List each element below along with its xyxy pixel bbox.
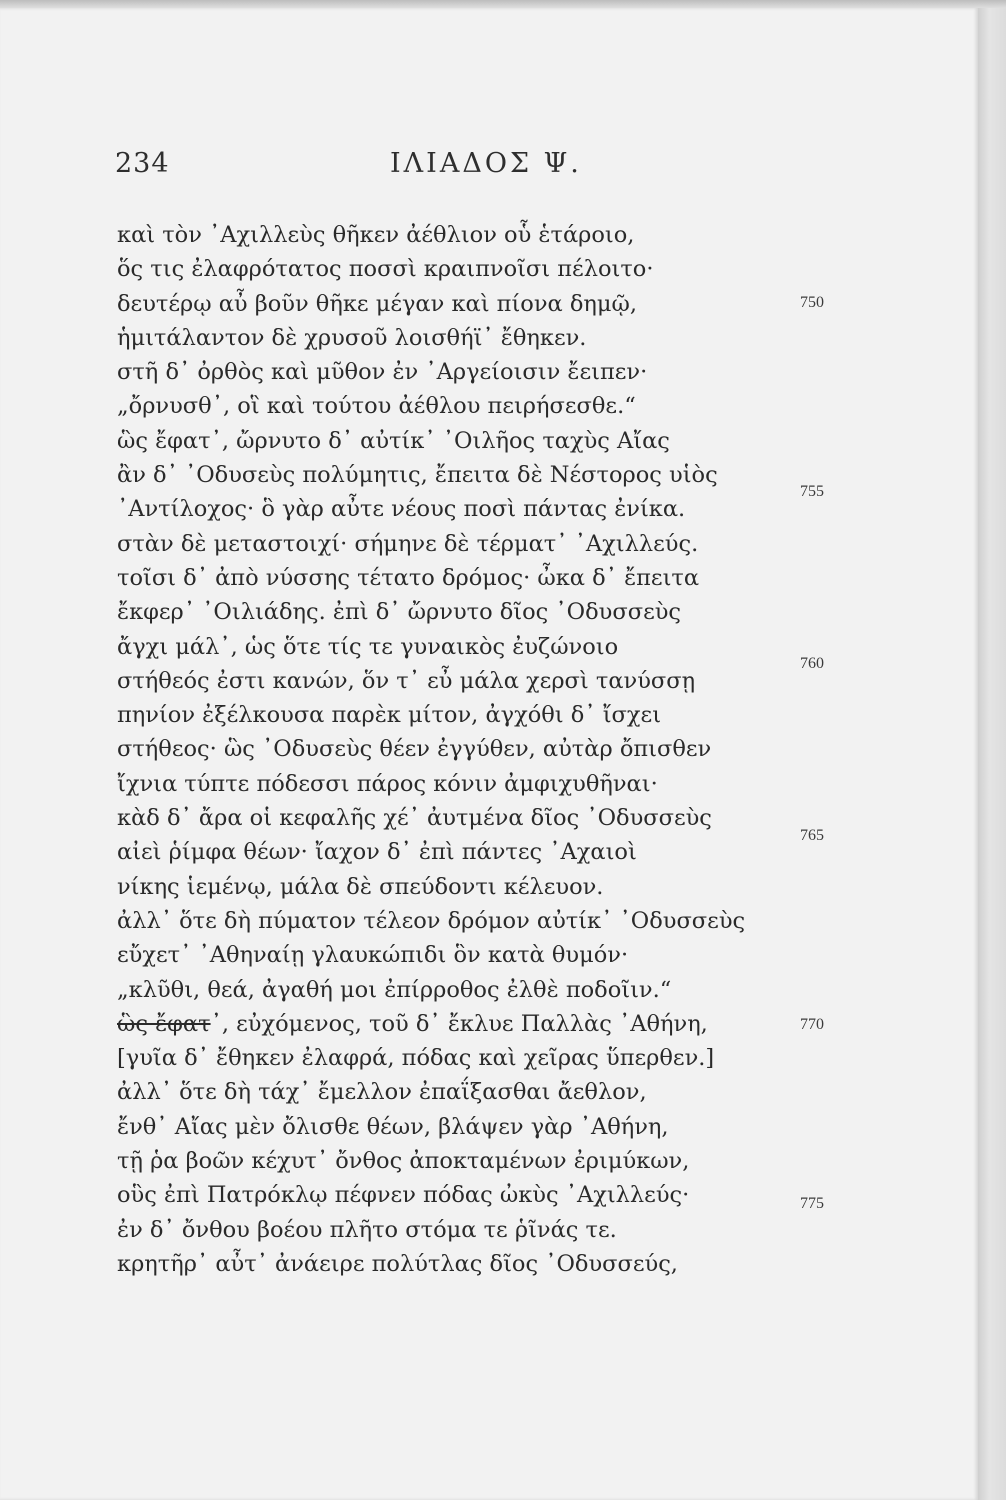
verse-line: στὰν δὲ μεταστοιχί· σήμηνε δὲ τέρματ᾿ ᾿Αχιλλεύς. (117, 530, 699, 557)
verse-line: ἔκφερ᾿ ᾿Οιλιάδης. ἐπὶ δ᾿ ὤρνυτο δῖος ᾿Οδυσσεὺς (117, 599, 682, 626)
running-title: ΙΛΙΑΔΟΣ Ψ. (390, 148, 582, 179)
struck-words: ὣς ἔφατ (117, 1010, 211, 1037)
verse-line: ἐν δ᾿ ὄνθου βοέου πλῆτο στόμα τε ῥῖνάς τε. (117, 1216, 617, 1243)
verse-line: πηνίον ἐξέλκουσα παρὲκ μίτον, ἀγχόθι δ᾿ ἴσχει (117, 702, 662, 729)
verse-line-rest: ᾿, εὐχόμενος, τοῦ δ᾿ ἔκλυε Παλλὰς ᾿Αθήνη, (210, 1010, 708, 1037)
verse-line: ᾿Αντίλοχος· ὃ γὰρ αὖτε νέους ποσὶ πάντας ἐνίκα. (117, 496, 686, 523)
verse-line: καὶ τὸν ᾿Αχιλλεὺς θῆκεν ἀέθλιον οὗ ἑτάροιο, (117, 222, 635, 248)
verse-line: ὣς ἔφατ᾿, ὤρνυτο δ᾿ αὐτίκ᾿ ᾿Οιλῆος ταχὺς Αἴας (117, 427, 670, 454)
verse-line: τῇ ῥα βοῶν κέχυτ᾿ ὄνθος ἀποκταμένων ἐριμύκων, (117, 1148, 690, 1175)
verse-block (117, 218, 817, 1281)
verse-line: ἄγχι μάλ᾿, ὡς ὅτε τίς τε γυναικὸς ἐυζώνοιο (117, 633, 619, 660)
verse-line: δευτέρῳ αὖ βοῦν θῆκε μέγαν καὶ πίονα δημῷ, (117, 290, 638, 317)
verse-line: στήθεος· ὣς ᾿Οδυσεὺς θέεν ἐγγύθεν, αὐτὰρ ὄπισθεν (117, 736, 712, 763)
line-number: 750 (800, 294, 824, 311)
verse-line: στήθεός ἐστι κανών, ὅν τ᾿ εὖ μάλα χερσὶ τανύσσῃ (117, 667, 696, 694)
line-number: 760 (800, 655, 824, 672)
verse-line: ὅς τις ἐλαφρότατος ποσσὶ κραιπνοῖσι πέλοιτο· (117, 256, 654, 283)
verse-line: [γυῖα δ᾿ ἔθηκεν ἐλαφρά, πόδας καὶ χεῖρας ὕπερθεν.] (117, 1045, 715, 1072)
verse-line: ἴχνια τύπτε πόδεσσι πάρος κόνιν ἀμφιχυθῆναι· (117, 770, 658, 797)
verse-line: κρητῆρ᾿ αὖτ᾿ ἀνάειρε πολύτλας δῖος ᾿Οδυσσεύς, (117, 1250, 678, 1277)
verse-line-struck (117, 1007, 817, 1041)
verse-line: ἂν δ᾿ ᾿Οδυσεὺς πολύμητις, ἔπειτα δὲ Νέστορος υἱὸς (117, 462, 718, 489)
verse-line: „κλῦθι, θεά, ἀγαθή μοι ἐπίρροθος ἐλθὲ ποδοῖιν.“ (117, 976, 672, 1003)
verse-line: ἀλλ᾿ ὅτε δὴ πύματον τέλεον δρόμον αὐτίκ᾿ ᾿Οδυσσεὺς (117, 907, 746, 934)
verse-line: ἡμιτάλαντον δὲ χρυσοῦ λοισθήϊ᾿ ἔθηκεν. (117, 324, 587, 351)
verse-line: κὰδ δ᾿ ἄρα οἱ κεφαλῆς χέ᾿ ἀυτμένα δῖος ᾿Οδυσσεὺς (117, 805, 712, 832)
verse-line: τοῖσι δ᾿ ἀπὸ νύσσης τέτατο δρόμος· ὦκα δ᾿ ἔπειτα (117, 564, 700, 591)
verse-line: ἀλλ᾿ ὅτε δὴ τάχ᾿ ἔμελλον ἐπαΐξασθαι ἄεθλον, (117, 1079, 647, 1106)
verse-line: νίκης ἱεμένῳ, μάλα δὲ σπεύδοντι κέλευον. (117, 873, 604, 900)
verse-line: οὓς ἐπὶ Πατρόκλῳ πέφνεν πόδας ὠκὺς ᾿Αχιλλεύς· (117, 1182, 690, 1209)
line-number: 770 (800, 1016, 824, 1033)
line-number: 775 (800, 1195, 824, 1212)
page-number: 234 (115, 148, 170, 179)
page-right-edge (978, 8, 1006, 1500)
verse-line: „ὄρνυσθ᾿, οἳ καὶ τούτου ἀέθλου πειρήσεσθε.“ (117, 393, 636, 420)
verse-line: αἰεὶ ῥίμφα θέων· ἴαχον δ᾿ ἐπὶ πάντες ᾿Αχαιοὶ (117, 839, 637, 866)
verse-line: ἔνθ᾿ Αἴας μὲν ὄλισθε θέων, βλάψεν γὰρ ᾿Αθήνη, (117, 1113, 669, 1140)
verse-line: εὔχετ᾿ ᾿Αθηναίῃ γλαυκώπιδι ὃν κατὰ θυμόν· (117, 942, 629, 969)
verse-line: στῆ δ᾿ ὀρθὸς καὶ μῦθον ἐν ᾿Αργείοισιν ἔειπεν· (117, 359, 648, 386)
line-number: 755 (800, 483, 824, 500)
line-number: 765 (800, 827, 824, 844)
